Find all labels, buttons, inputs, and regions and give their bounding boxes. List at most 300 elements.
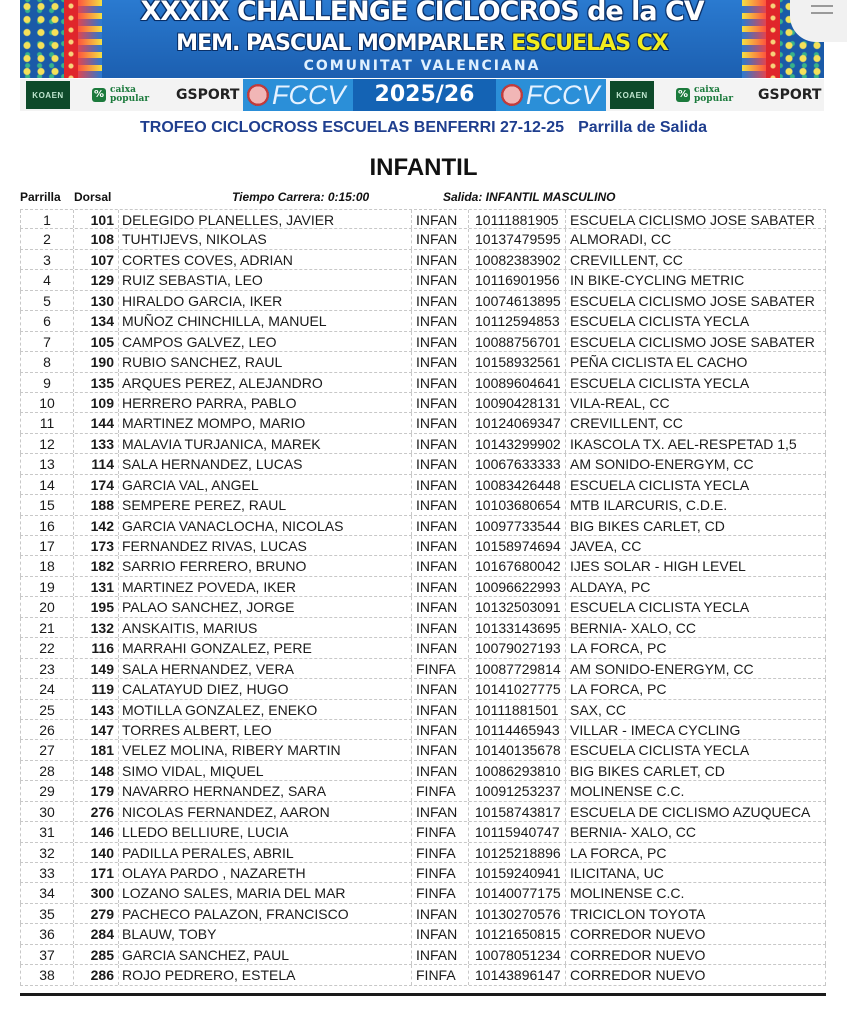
license-number: 10114465943 [468,720,565,739]
gsport-logo: GSPORT [176,87,240,103]
license-number: 10074613895 [468,291,565,310]
license-number: 10124069347 [468,413,565,432]
grid-position: 33 [20,863,73,882]
rider-category: INFAN [411,638,468,657]
license-number: 10111881501 [468,700,565,719]
license-number: 10088756701 [468,332,565,351]
club-name: ALDAYA, PC [565,577,826,596]
rider-category: INFAN [411,740,468,759]
club-name: MOLINENSE C.C. [565,883,826,902]
grid-position: 13 [20,454,73,473]
table-row [20,352,826,372]
bib-number: 179 [73,781,118,800]
grid-position: 1 [20,210,73,228]
bib-number: 130 [73,291,118,310]
table-row [20,475,826,495]
grid-position: 34 [20,883,73,902]
rider-name: CAMPOS GALVEZ, LEO [118,332,411,351]
rider-name: PADILLA PERALES, ABRIL [118,843,411,862]
bib-number: 131 [73,577,118,596]
grid-position: 35 [20,904,73,923]
club-name: ESCUELA CICLISTA YECLA [565,373,826,392]
fccv-logo-left [247,79,346,111]
table-bottom-rule [20,993,826,996]
fccv-emblem-icon [501,84,523,106]
bib-number: 190 [73,352,118,371]
rider-name: MARTINEZ MOMPO, MARIO [118,413,411,432]
rider-name: LOZANO SALES, MARIA DEL MAR [118,883,411,902]
license-number: 10087729814 [468,659,565,678]
rider-category: INFAN [411,434,468,453]
rider-category: INFAN [411,454,468,473]
table-row [20,495,826,515]
grid-position: 30 [20,802,73,821]
rider-name: DELEGIDO PLANELLES, JAVIER [118,210,411,228]
rider-category: INFAN [411,311,468,330]
grid-position: 17 [20,536,73,555]
bib-number: 181 [73,740,118,759]
bib-number: 134 [73,311,118,330]
bib-number: 109 [73,393,118,412]
club-name: LA FORCA, PC [565,679,826,698]
table-row [20,638,826,658]
club-name: CREVILLENT, CC [565,250,826,269]
license-number: 10143896147 [468,965,565,984]
grid-position: 23 [20,659,73,678]
grid-position: 25 [20,700,73,719]
caixa-logo-icon: % [677,89,689,100]
bib-number: 144 [73,413,118,432]
bib-number: 286 [73,965,118,984]
license-number: 10125218896 [468,843,565,862]
table-row [20,720,826,740]
grid-position: 15 [20,495,73,514]
table-row [20,434,826,454]
caixa-line2: popular [694,94,734,104]
rider-name: NICOLAS FERNANDEZ, AARON [118,802,411,821]
rider-name: HERRERO PARRA, PABLO [118,393,411,412]
club-name: VILA-REAL, CC [565,393,826,412]
season-label: 2025/26 [353,79,496,111]
grid-position: 9 [20,373,73,392]
license-number: 10079027193 [468,638,565,657]
club-name: JAVEA, CC [565,536,826,555]
rider-name: SIMO VIDAL, MIQUEL [118,761,411,780]
license-number: 10121650815 [468,924,565,943]
rider-name: ARQUES PEREZ, ALEJANDRO [118,373,411,392]
bib-number: 108 [73,229,118,248]
rider-category: INFAN [411,904,468,923]
license-number: 10159240941 [468,863,565,882]
club-name: ESCUELA CICLISMO JOSE SABATER [565,291,826,310]
rider-category: FINFA [411,781,468,800]
club-name: AM SONIDO-ENERGYM, CC [565,659,826,678]
club-name: CREVILLENT, CC [565,413,826,432]
bib-number: 101 [73,210,118,228]
license-number: 10132503091 [468,597,565,616]
caixa-popular-logo [676,79,733,111]
koaen-logo: KOAEN [610,81,654,109]
table-row [20,413,826,433]
club-name: CORREDOR NUEVO [565,924,826,943]
event-banner [20,0,824,78]
rider-category: INFAN [411,556,468,575]
table-row [20,761,826,781]
license-number: 10091253237 [468,781,565,800]
grid-position: 7 [20,332,73,351]
club-name: ESCUELA CICLISMO JOSE SABATER [565,210,826,228]
club-name: BIG BIKES CARLET, CD [565,516,826,535]
bib-number: 182 [73,556,118,575]
table-row [20,270,826,290]
rider-name: SARRIO FERRERO, BRUNO [118,556,411,575]
bib-number: 105 [73,332,118,351]
rider-name: ROJO PEDRERO, ESTELA [118,965,411,984]
event-name: TROFEO CICLOCROSS ESCUELAS BENFERRI 27-12-25 [139,119,565,136]
rider-name: SALA HERNANDEZ, VERA [118,659,411,678]
table-row [20,311,826,331]
license-number: 10086293810 [468,761,565,780]
rider-category: INFAN [411,618,468,637]
club-name: ESCUELA CICLISTA YECLA [565,475,826,494]
grid-position: 28 [20,761,73,780]
table-row [20,291,826,311]
sponsor-bar [20,79,824,111]
rider-category: INFAN [411,495,468,514]
table-row [20,659,826,679]
license-number: 10103680654 [468,495,565,514]
table-row [20,597,826,617]
club-name: AM SONIDO-ENERGYM, CC [565,454,826,473]
rider-name: HIRALDO GARCIA, IKER [118,291,411,310]
club-name: ILICITANA, UC [565,863,826,882]
grid-position: 32 [20,843,73,862]
table-row [20,454,826,474]
rider-name: MARTINEZ POVEDA, IKER [118,577,411,596]
license-number: 10115940747 [468,822,565,841]
rider-name: VELEZ MOLINA, RIBERY MARTIN [118,740,411,759]
start-group: Salida: INFANTIL MASCULINO [443,190,616,204]
club-name: VILLAR - IMECA CYCLING [565,720,826,739]
license-number: 10067633333 [468,454,565,473]
bib-number: 142 [73,516,118,535]
banner-subtitle-yellow: ESCUELAS CX [511,31,668,56]
bib-number: 135 [73,373,118,392]
table-row [20,945,826,965]
gsport-logo: GSPORT [758,87,822,103]
caixa-line1: caixa [694,85,720,95]
rider-category: INFAN [411,229,468,248]
license-number: 10083426448 [468,475,565,494]
caixa-popular-logo [92,79,149,111]
bib-number: 300 [73,883,118,902]
grid-position: 29 [20,781,73,800]
grid-position: 27 [20,740,73,759]
grid-position: 36 [20,924,73,943]
license-number: 10097733544 [468,516,565,535]
rider-name: TUHTIJEVS, NIKOLAS [118,229,411,248]
bib-number: 132 [73,618,118,637]
bib-number: 107 [73,250,118,269]
license-number: 10141027775 [468,679,565,698]
rider-name: ANSKAITIS, MARIUS [118,618,411,637]
club-name: BERNIA- XALO, CC [565,618,826,637]
table-row [20,781,826,801]
club-name: SAX, CC [565,700,826,719]
fccv-text: FCCV [272,79,346,110]
rider-category: INFAN [411,373,468,392]
club-name: ESCUELA DE CICLISMO AZUQUECA [565,802,826,821]
club-name: CORREDOR NUEVO [565,945,826,964]
club-name: MOLINENSE C.C. [565,781,826,800]
rider-category: FINFA [411,863,468,882]
column-header-dorsal: Dorsal [74,190,112,204]
grid-position: 10 [20,393,73,412]
rider-name: CORTES COVES, ADRIAN [118,250,411,269]
license-number: 10112594853 [468,311,565,330]
license-number: 10130270576 [468,904,565,923]
license-number: 10089604641 [468,373,565,392]
grid-position: 8 [20,352,73,371]
caixa-line2: popular [110,94,150,104]
column-header-parrilla: Parrilla [20,190,61,204]
rider-category: INFAN [411,802,468,821]
club-name: TRICICLON TOYOTA [565,904,826,923]
club-name: LA FORCA, PC [565,638,826,657]
grid-position: 26 [20,720,73,739]
rider-category: FINFA [411,659,468,678]
rider-name: GARCIA VAL, ANGEL [118,475,411,494]
rider-name: LLEDO BELLIURE, LUCIA [118,822,411,841]
club-name: ESCUELA CICLISTA YECLA [565,740,826,759]
grid-position: 31 [20,822,73,841]
grid-position: 16 [20,516,73,535]
club-name: ALMORADI, CC [565,229,826,248]
grid-position: 6 [20,311,73,330]
rider-category: INFAN [411,945,468,964]
grid-position: 20 [20,597,73,616]
table-row [20,843,826,863]
bib-number: 140 [73,843,118,862]
rider-category: INFAN [411,720,468,739]
rider-name: MALAVIA TURJANICA, MAREK [118,434,411,453]
table-row [20,332,826,352]
bib-number: 146 [73,822,118,841]
club-name: BERNIA- XALO, CC [565,822,826,841]
club-name: BIG BIKES CARLET, CD [565,761,826,780]
club-name: LA FORCA, PC [565,843,826,862]
table-row [20,822,826,842]
rider-category: FINFA [411,883,468,902]
category-title: INFANTIL [369,154,478,181]
koaen-logo: KOAEN [26,81,70,109]
table-row [20,740,826,760]
table-row [20,209,826,229]
bib-number: 188 [73,495,118,514]
table-row [20,229,826,249]
fccv-logo-right [501,79,600,111]
bib-number: 133 [73,434,118,453]
license-number: 10158932561 [468,352,565,371]
rider-name: PACHECO PALAZON, FRANCISCO [118,904,411,923]
license-number: 10140135678 [468,740,565,759]
rider-name: MUÑOZ CHINCHILLA, MANUEL [118,311,411,330]
banner-subtitle-white: MEM. PASCUAL MOMPARLER [176,31,512,56]
table-row [20,577,826,597]
license-number: 10096622993 [468,577,565,596]
rider-category: FINFA [411,822,468,841]
club-name: CORREDOR NUEVO [565,965,826,984]
bib-number: 195 [73,597,118,616]
club-name: PEÑA CICLISTA EL CACHO [565,352,826,371]
table-row [20,618,826,638]
grid-position: 4 [20,270,73,289]
rider-name: FERNANDEZ RIVAS, LUCAS [118,536,411,555]
bib-number: 129 [73,270,118,289]
bib-number: 116 [73,638,118,657]
rider-category: INFAN [411,210,468,228]
table-row [20,802,826,822]
rider-category: INFAN [411,597,468,616]
rider-category: INFAN [411,577,468,596]
bib-number: 173 [73,536,118,555]
grid-position: 24 [20,679,73,698]
rider-name: SEMPERE PEREZ, RAUL [118,495,411,514]
rider-category: INFAN [411,516,468,535]
rider-category: INFAN [411,536,468,555]
rider-category: INFAN [411,250,468,269]
bib-number: 147 [73,720,118,739]
document-subtitle [0,119,847,137]
bib-number: 148 [73,761,118,780]
menu-button[interactable] [790,0,847,42]
table-row [20,863,826,883]
license-number: 10133143695 [468,618,565,637]
table-row [20,924,826,944]
rider-category: INFAN [411,332,468,351]
fccv-season-block [243,79,606,111]
rider-name: GARCIA VANACLOCHA, NICOLAS [118,516,411,535]
bib-number: 284 [73,924,118,943]
rider-name: CALATAYUD DIEZ, HUGO [118,679,411,698]
grid-position: 19 [20,577,73,596]
table-row [20,536,826,556]
license-number: 10082383902 [468,250,565,269]
rider-name: GARCIA SANCHEZ, PAUL [118,945,411,964]
license-number: 10167680042 [468,556,565,575]
race-time: Tiempo Carrera: 0:15:00 [232,190,370,204]
club-name: IKASCOLA TX. AEL-RESPETAD 1,5 [565,434,826,453]
bib-number: 171 [73,863,118,882]
license-number: 10116901956 [468,270,565,289]
rider-name: RUBIO SANCHEZ, RAUL [118,352,411,371]
start-grid-table [20,209,826,986]
grid-position: 37 [20,945,73,964]
license-number: 10143299902 [468,434,565,453]
rider-category: INFAN [411,924,468,943]
bib-number: 143 [73,700,118,719]
rider-category: INFAN [411,413,468,432]
club-name: ESCUELA CICLISTA YECLA [565,597,826,616]
bib-number: 114 [73,454,118,473]
club-name: MTB ILARCURIS, C.D.E. [565,495,826,514]
grid-position: 21 [20,618,73,637]
rider-name: MARRAHI GONZALEZ, PERE [118,638,411,657]
rider-name: NAVARRO HERNANDEZ, SARA [118,781,411,800]
club-name: ESCUELA CICLISMO JOSE SABATER [565,332,826,351]
table-row [20,679,826,699]
table-row [20,904,826,924]
grid-position: 38 [20,965,73,984]
rider-category: INFAN [411,393,468,412]
table-row [20,700,826,720]
club-name: IJES SOLAR - HIGH LEVEL [565,556,826,575]
bib-number: 279 [73,904,118,923]
rider-name: BLAUW, TOBY [118,924,411,943]
grid-position: 22 [20,638,73,657]
banner-region: COMUNITAT VALENCIANA [303,58,541,74]
grid-position: 3 [20,250,73,269]
grid-position: 5 [20,291,73,310]
rider-category: INFAN [411,475,468,494]
license-number: 10140077175 [468,883,565,902]
rider-category: INFAN [411,291,468,310]
rider-category: INFAN [411,270,468,289]
club-name: ESCUELA CICLISTA YECLA [565,311,826,330]
rider-category: INFAN [411,761,468,780]
table-row [20,556,826,576]
license-number: 10090428131 [468,393,565,412]
table-row [20,393,826,413]
table-row [20,373,826,393]
document-type: Parrilla de Salida [578,119,708,136]
grid-position: 18 [20,556,73,575]
bib-number: 276 [73,802,118,821]
bib-number: 119 [73,679,118,698]
table-row [20,250,826,270]
rider-name: PALAO SANCHEZ, JORGE [118,597,411,616]
rider-category: FINFA [411,965,468,984]
license-number: 10158743817 [468,802,565,821]
bib-number: 285 [73,945,118,964]
rider-name: RUIZ SEBASTIA, LEO [118,270,411,289]
caixa-line1: caixa [110,85,136,95]
rider-category: INFAN [411,679,468,698]
table-row [20,965,826,985]
rider-category: FINFA [411,843,468,862]
grid-position: 12 [20,434,73,453]
license-number: 10158974694 [468,536,565,555]
license-number: 10137479595 [468,229,565,248]
grid-position: 2 [20,229,73,248]
license-number: 10111881905 [468,210,565,228]
rider-category: INFAN [411,700,468,719]
bib-number: 149 [73,659,118,678]
rider-name: MOTILLA GONZALEZ, ENEKO [118,700,411,719]
banner-title: XXXIX CHALLENGE CICLOCROS de la CV [140,0,704,27]
caixa-logo-icon: % [93,89,105,100]
table-row [20,516,826,536]
table-row [20,883,826,903]
rider-name: OLAYA PARDO , NAZARETH [118,863,411,882]
rider-category: INFAN [411,352,468,371]
rider-name: TORRES ALBERT, LEO [118,720,411,739]
grid-position: 11 [20,413,73,432]
banner-subtitle [20,31,824,56]
rider-name: SALA HERNANDEZ, LUCAS [118,454,411,473]
grid-position: 14 [20,475,73,494]
license-number: 10078051234 [468,945,565,964]
